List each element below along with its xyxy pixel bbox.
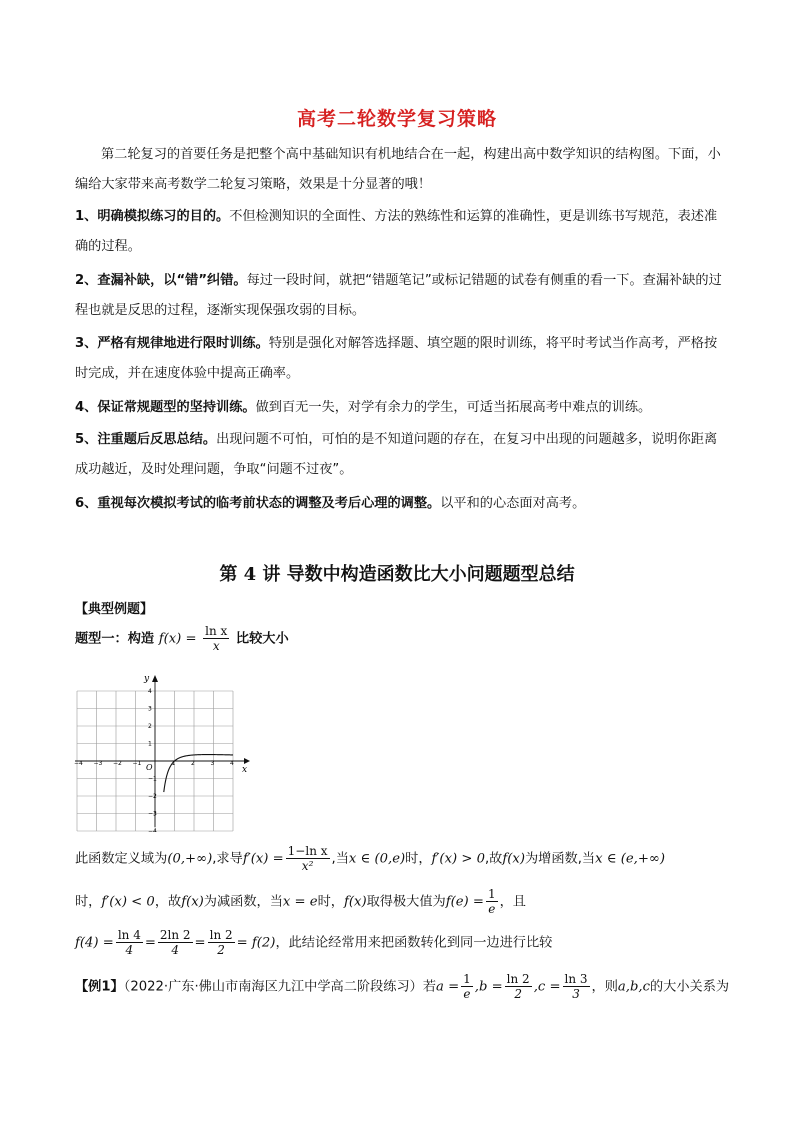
fraction-den: 2 [217, 943, 225, 957]
fraction-c [563, 972, 590, 1001]
analysis-text: ，故 [154, 894, 182, 910]
analysis-text: 时， [405, 851, 432, 867]
strategy-item-1-text: 不但检测知识的全面性、方法的熟练性和运算的准确性，更是训练书写规范，表述准确的过程。 [75, 209, 718, 254]
analysis-text: 此函数定义域为 [75, 851, 168, 867]
type1-fx: f(x) = [158, 631, 197, 647]
type1-heading [75, 624, 289, 653]
y-axis-label: y [144, 674, 150, 684]
analysis-line-2 [75, 887, 526, 916]
example-text: 的大小关系为 [649, 979, 730, 995]
y-tick-label: 3 [148, 705, 152, 713]
math-expr: f′(x) < 0 [101, 894, 155, 910]
strategy-item-2-text: 每过一段时间，就把“错题笔记”或标记错题的试卷有侧重的看一下。查漏补缺的过程也就是反思的过程，逐渐实现保强攻弱的目标。 [75, 273, 722, 318]
x-axis-label: x [242, 765, 248, 775]
math-expr: ,c = [533, 979, 561, 995]
equals-sign: = [144, 935, 156, 951]
analysis-text: ,当 [331, 851, 349, 867]
fraction-num: 1 [487, 887, 496, 901]
strategy-item-3-text: 特别是强化对解答选择题、填空题的限时训练，将平时考试当作高考，严格按时完成，并在速度体验中提高正确率。 [75, 336, 718, 381]
type1-fraction [203, 624, 229, 653]
analysis-line-3 [75, 928, 552, 957]
x-tick-label: −1 [132, 760, 142, 767]
type1-fraction-den: x [212, 639, 220, 653]
x-axis-arrow-icon [244, 758, 250, 764]
math-expr: ,b = [474, 979, 503, 995]
math-expr: f′(x) > 0 [431, 851, 485, 867]
x-tick-label: 4 [230, 760, 234, 767]
fraction-num: 1−ln x [287, 844, 328, 858]
strategy-item-4-text: 做到百无一失，对学有余力的学生，可适当拓展高考中难点的训练。 [255, 400, 652, 415]
strategy-item-2-bold: 2、查漏补缺，以“错”纠错。 [75, 273, 247, 288]
fraction-num: ln 4 [117, 928, 141, 942]
origin-label: O [146, 763, 153, 772]
type1-prefix: 题型一：构造 [75, 631, 155, 647]
fraction-num: 2ln 2 [159, 928, 191, 942]
y-tick-label: −4 [148, 828, 157, 832]
fraction-den: 3 [572, 987, 580, 1001]
fraction [208, 928, 235, 957]
strategy-item-3 [75, 329, 725, 389]
analysis-text: 取得极大值为 [366, 894, 446, 910]
fraction-den: 4 [125, 943, 134, 957]
math-expr: f(x) [502, 851, 525, 867]
strategy-item-5-text: 出现问题不可怕，可怕的是不知道问题的存在，在复习中出现的问题越多，说明你距离成功越近，及时处理问题，争取“问题不过夜”。 [75, 432, 718, 477]
math-expr: a,b,c [617, 979, 650, 995]
y-tick-label: 2 [148, 723, 152, 730]
x-tick-label: 3 [210, 760, 215, 767]
strategy-item-6-bold: 6、重视每次模拟考试的临考前状态的调整及考后心理的调整。 [75, 496, 441, 511]
section-label: 【典型例题】 [75, 602, 154, 617]
analysis-text: 为减函数，当 [203, 894, 283, 910]
lecture-heading: 第 4 讲 导数中构造函数比大小问题题型总结 [219, 564, 575, 585]
strategy-item-5 [75, 425, 725, 485]
analysis-text: ，且 [499, 894, 526, 910]
fraction-den: e [463, 987, 471, 1001]
strategy-item-5-bold: 5、注重题后反思总结。 [75, 432, 217, 447]
strategy-item-1-bold: 1、明确模拟练习的目的。 [75, 209, 230, 224]
type1-suffix: 比较大小 [235, 631, 289, 647]
analysis-text: 为增函数,当 [524, 851, 596, 867]
math-expr: = f(2) [236, 935, 276, 951]
math-expr: x ∈ (e,+∞) [595, 851, 666, 867]
x-tick-label: 2 [191, 760, 195, 767]
y-tick-label: −1 [148, 775, 157, 783]
fraction-num: ln 2 [506, 972, 530, 986]
strategy-item-4-bold: 4、保证常规题型的坚持训练。 [75, 400, 256, 415]
fraction-num: 1 [463, 972, 471, 986]
strategy-item-3-bold: 3、严格有规律地进行限时训练。 [75, 336, 269, 351]
analysis-text: ,故 [484, 851, 503, 867]
y-tick-label: −2 [148, 793, 157, 800]
analysis-text: ，此结论经常用来把函数转化到同一边进行比较 [275, 935, 553, 951]
analysis-text: ,求导 [212, 851, 243, 867]
derivative-fraction [286, 844, 330, 873]
strategy-item-1 [75, 202, 725, 262]
fraction-a [461, 972, 473, 1001]
y-tick-label: −3 [148, 810, 157, 818]
y-tick-label: 1 [148, 740, 152, 748]
x-tick-label: −3 [93, 760, 103, 767]
y-tick-label: 4 [148, 688, 152, 695]
math-expr: f(e) = [445, 894, 484, 910]
analysis-text: 时， [317, 894, 344, 910]
fraction [158, 928, 193, 957]
fraction-num: ln 2 [209, 928, 233, 942]
strategy-item-6 [75, 489, 725, 519]
math-expr: x ∈ (0,e) [348, 851, 406, 867]
fraction-den: e [488, 902, 496, 916]
fraction [116, 928, 143, 957]
strategy-item-4 [75, 393, 725, 423]
math-expr: f(x) [343, 894, 367, 910]
analysis-line-1 [75, 844, 665, 873]
intro-paragraph: 第二轮复习的首要任务是把整个高中基础知识有机地结合在一起，构建出高中数学知识的结构图。下面，小编给大家带来高考数学二轮复习策略，效果是十分显著的哦！ [75, 147, 721, 192]
equals-sign: = [194, 935, 206, 951]
analysis-text: 时， [75, 894, 102, 910]
strategy-item-6-text: 以平和的心态面对高考。 [440, 496, 586, 511]
x-tick-label: −2 [113, 760, 122, 767]
math-expr: f′(x) = [242, 851, 284, 867]
fraction-den: x² [301, 859, 314, 873]
example-source: （2022·广东·佛山市南海区九江中学高二阶段练习）若 [123, 979, 437, 995]
x-tick-label: −4 [74, 760, 83, 767]
math-expr: f(x) [181, 894, 204, 910]
example-1-line [75, 972, 729, 1001]
math-expr: f(4) = [75, 935, 114, 951]
strategy-item-2 [75, 266, 725, 326]
example-label: 【例1】 [75, 979, 124, 995]
function-graph [72, 672, 252, 832]
max-value-fraction [486, 887, 498, 916]
math-expr: x = e [282, 894, 318, 910]
y-axis-arrow-icon [152, 675, 158, 682]
page-title: 高考二轮数学复习策略 [296, 108, 497, 130]
x-tick-label: 1 [171, 760, 176, 767]
math-expr: (0,+∞) [167, 851, 213, 867]
type1-fraction-num: ln x [205, 624, 228, 638]
y-tick-labels [148, 688, 157, 832]
math-expr: a = [436, 979, 460, 995]
example-text: ，则 [591, 979, 618, 995]
fraction-num: ln 3 [564, 972, 588, 986]
fraction-den: 2 [514, 987, 522, 1001]
fraction-den: 4 [171, 943, 180, 957]
fraction-b [505, 972, 532, 1001]
